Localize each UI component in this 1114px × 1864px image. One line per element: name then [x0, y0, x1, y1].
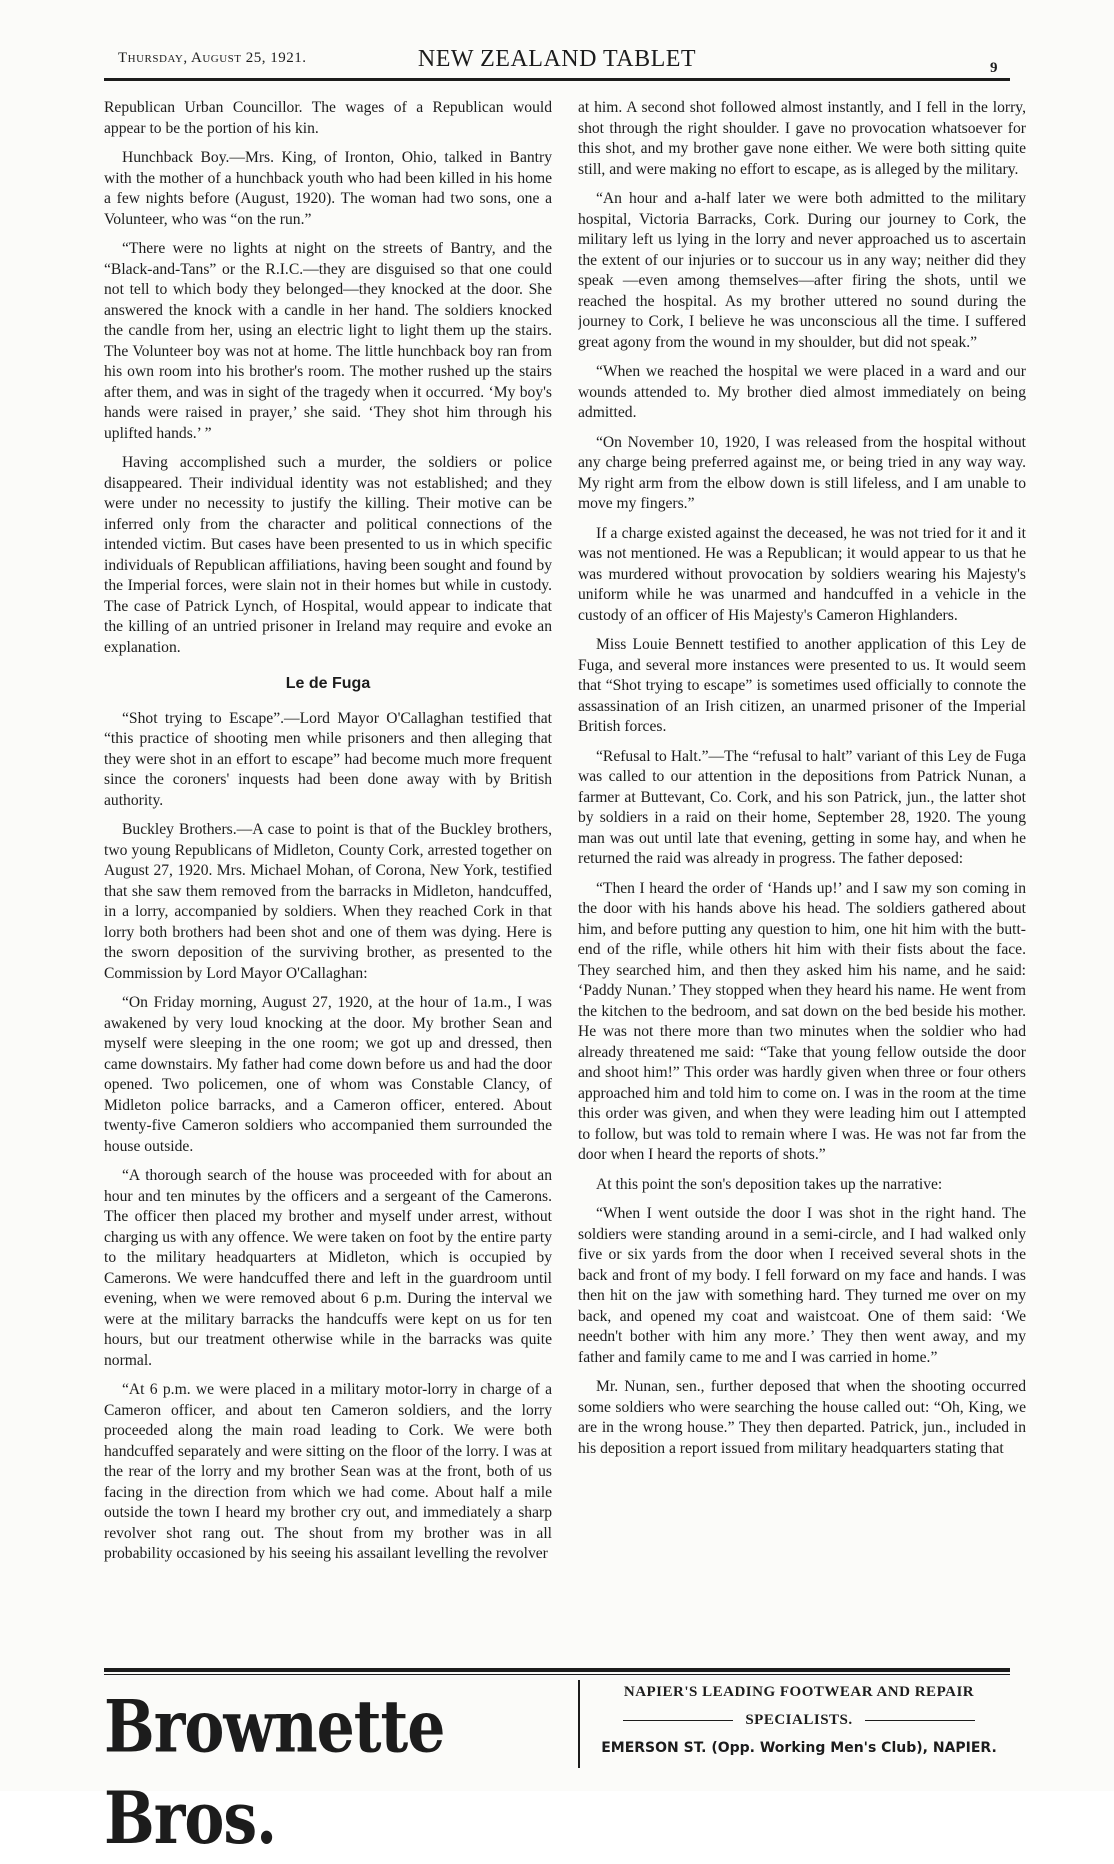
paragraph: “There were no lights at night on the streets of Bantry, and the “Black-and-Tans” or the R.I.C.—they are disguised so that one could not tell to which body they belonged—they knocked at the door. She answered the knock with a candle in her hand. The soldiers knocked the candle from her, using an electric light to light them up the stairs. The Volunteer boy was not at home. The little hunchback boy ran from his own room into his brother's room. The mother rushed up the stairs after them, and was in sight of the tragedy when it occurred. ‘My boy's hands were raised in prayer,’ she said. ‘They shot him through his uplifted hands.’ ” [104, 240, 552, 442]
paragraph: “On November 10, 1920, I was released from the hospital without any charge being preferred against me, or being tried in any way way. My right arm from the elbow down is still lifeless, and I am unable to move my fingers.” [578, 433, 1026, 512]
left-column [104, 98, 552, 1618]
masthead-rule [104, 78, 1010, 81]
paragraph: At this point the son's deposition takes up the narrative: [596, 1175, 943, 1193]
paragraph: “A thorough search of the house was proceeded with for about an hour and ten minutes by the officers and a sergeant of the Camerons. The officer then placed my brother and myself under arrest, without charging us with any offence. We were taken on foot by the entire party to the military headquarters at Midleton, which is occupied by Camerons. We were handcuffed there and left in the guardroom until evening, when we were removed about 6 p.m. During the interval we were at the military barracks the handcuffs were kept on us for ten hours, but our treatment otherwise while in the barracks was quite normal. [104, 1167, 552, 1369]
paragraph: “Then I heard the order of ‘Hands up!’ and I saw my son coming in the door with his hands above his head. The soldiers gathered about him, and before putting any question to him, one hit him with the butt-end of the rifle, while others hit him with their fists about the face. They searched him, and then they asked him his name, and he said: ‘Paddy Nunan.’ They stopped when they heard his name. He went from the kitchen to the bedroom, and sat down on the bed beside his mother. He was not there more than two minutes when the soldier who had already threatened me said: “Take that young fellow outside the door and shoot him!” This order was hardly given when three or four others approached him and told him to come on. I was in the room at the time this order was given, and when they were leading him out I attempted to follow, but was told to remain where I was. He was not far from the door when I heard the reports of shots.” [578, 879, 1026, 1163]
paragraph: “When I went outside the door I was shot in the right hand. The soldiers were standing around in a semi-circle, and I had walked only five or six yards from the door when I received several shots in the back and front of my body. I fell forward on my face and hands. I was then hit on the jaw with something hard. They turned me over on my back, and opened my coat and waistcoat. One of them said: ‘We needn't bother with him any more.’ They then went away, and my father and family came to me and I was carried in home.” [578, 1205, 1026, 1366]
advert-tagline: NAPIER'S LEADING FOOTWEAR AND REPAIR [623, 1684, 975, 1700]
newspaper-title: NEW ZEALAND TABLET [417, 46, 697, 72]
paragraph: Hunchback Boy.—Mrs. King, of Ironton, Ohio, talked in Bantry with the mother of a hunchback youth who had been killed in his home a few nights before (August, 1920). The woman had two sons, one a Volunteer, who was “on the run.” [104, 149, 552, 228]
paragraph: If a charge existed against the deceased, he was not tried for it and it was not mentioned. He was a Republican; it would appear to us that he was murdered without provocation by soldiers wearing his Majesty's uniform while he was unarmed and handcuffed in a vehicle in the custody of an officer of His Majesty's Cameron Highlanders. [578, 524, 1026, 624]
issue-date: Thursday, August 25, 1921. [118, 50, 307, 66]
advert-top-rule-thin [104, 1674, 1010, 1675]
advert-divider [578, 1680, 580, 1768]
paragraph: “Refusal to Halt.”—The “refusal to halt” variant of this Ley de Fuga was called to our attention in the depositions from Patrick Nunan, a farmer at Buttevant, Co. Cork, and his son Patrick, jun., the latter shot by soldiers in a raid on their home, September 28, 1920. The young man was out until late that evening, getting in some hay, and when he returned the raid was already in progress. The father deposed: [578, 747, 1026, 867]
paragraph: “At 6 p.m. we were placed in a military motor-lorry in charge of a Cameron officer, and about ten Cameron soldiers, and the lorry proceeded along the main road leading to Cork. We were both handcuffed separately and were sitting on the floor of the lorry. I was at the rear of the lorry and my brother Sean was at the front, both of us facing in the direction from which we had come. About half a mile outside the town I heard my brother cry out, and immediately a sharp revolver shot rang out. The shout from my brother was in all probability occasioned by his seeing his assailant levelling the revolver [104, 1381, 552, 1562]
section-heading: Le de Fuga [285, 675, 371, 692]
page-number: 9 [990, 60, 998, 76]
advert-address: EMERSON ST. (Opp. Working Men's Club), NAPIER. [601, 1740, 997, 1756]
paragraph: Buckley Brothers.—A case to point is that of the Buckley brothers, two young Republicans of Midleton, County Cork, arrested together on August 27, 1920. Mrs. Michael Mohan, of Corona, New York, testified that she saw them removed from the barracks in Midleton, handcuffed, in a lorry, accompanied by soldiers. When they reached Cork in that lorry both brothers had been shot and one of them was dying. Here is the sworn deposition of the surviving brother, as presented to the Commission by Lord Mayor O'Callaghan: [104, 821, 552, 982]
right-column [578, 98, 1026, 1618]
paragraph: Republican Urban Councillor. The wages of a Republican would appear to be the portion of his kin. [104, 99, 552, 137]
paragraph: Having accomplished such a murder, the soldiers or police disappeared. Their individual identity was not established; and they were under no necessity to justify the killing. Their motive can be inferred only from the character and political connections of the intended victim. But cases have been presented to us in which specific individuals of Republican affiliations, having been sought and found by the Imperial forces, were slain not in their homes but while in custody. The case of Patrick Lynch, of Hospital, would appear to indicate that the killing of an untried prisoner in Ireland may require and evoke an explanation. [104, 454, 552, 656]
paragraph: Miss Louie Bennett testified to another application of this Ley de Fuga, and several more instances were presented to us. It would seem that “Shot trying to escape” is sometimes used officially to connote the assassination of an Irish citizen, an unarmed prisoner of the Imperial British forces. [578, 636, 1026, 735]
paragraph: Mr. Nunan, sen., further deposed that when the shooting occurred some soldiers who were searching the house called out: “Oh, King, we are in the wrong house.” They then departed. Patrick, jun., included in his deposition a report issued from military headquarters stating that [578, 1378, 1026, 1457]
paragraph: “When we reached the hospital we were placed in a ward and our wounds attended to. My brother died almost immediately on being admitted. [578, 363, 1026, 421]
paragraph: at him. A second shot followed almost instantly, and I fell in the lorry, shot through the right shoulder. I gave no provocation whatsoever for this shot, and my brother gave none either. We were both sitting quite still, and were making no effort to escape, as is alleged by the military. [578, 99, 1026, 178]
advert-specialists: SPECIALISTS. [588, 1712, 1010, 1729]
masthead [0, 0, 1114, 88]
paragraph: “An hour and a-half later we were both admitted to the military hospital, Victoria Barracks, Cork. During our journey to Cork, the military left us lying in the lorry and never approached us to ascertain the extent of our injuries or to succour us in any way; neither did they speak —even among themselves—after firing the shots, until we reached the hospital. As my brother uttered no sound during the journey to Cork, I believe he was unconscious all the time. I suffered great agony from the wound in my shoulder, but did not speak.” [578, 190, 1026, 351]
paragraph: “Shot trying to Escape”.—Lord Mayor O'Callaghan testified that “this practice of shooting men while prisoners and then alleging that they were shot in an effort to escape” had become much more frequent since the coroners' inquests had been done away with by British authority. [104, 709, 552, 809]
advert-brand-name: Brownette Bros. [104, 1685, 445, 1861]
paragraph: “On Friday morning, August 27, 1920, at the hour of 1a.m., I was awakened by very loud knocking at the door. My brother Sean and myself were sleeping in the one room; we got up and dressed, then came downstairs. My father had come down before us and had the door opened. Two policemen, one of whom was Constable Clancy, of Midleton police barracks, and a Cameron officer, entered. About twenty-five Cameron soldiers who accompanied them surrounded the house outside. [104, 994, 552, 1155]
advert-top-rule [104, 1668, 1010, 1672]
